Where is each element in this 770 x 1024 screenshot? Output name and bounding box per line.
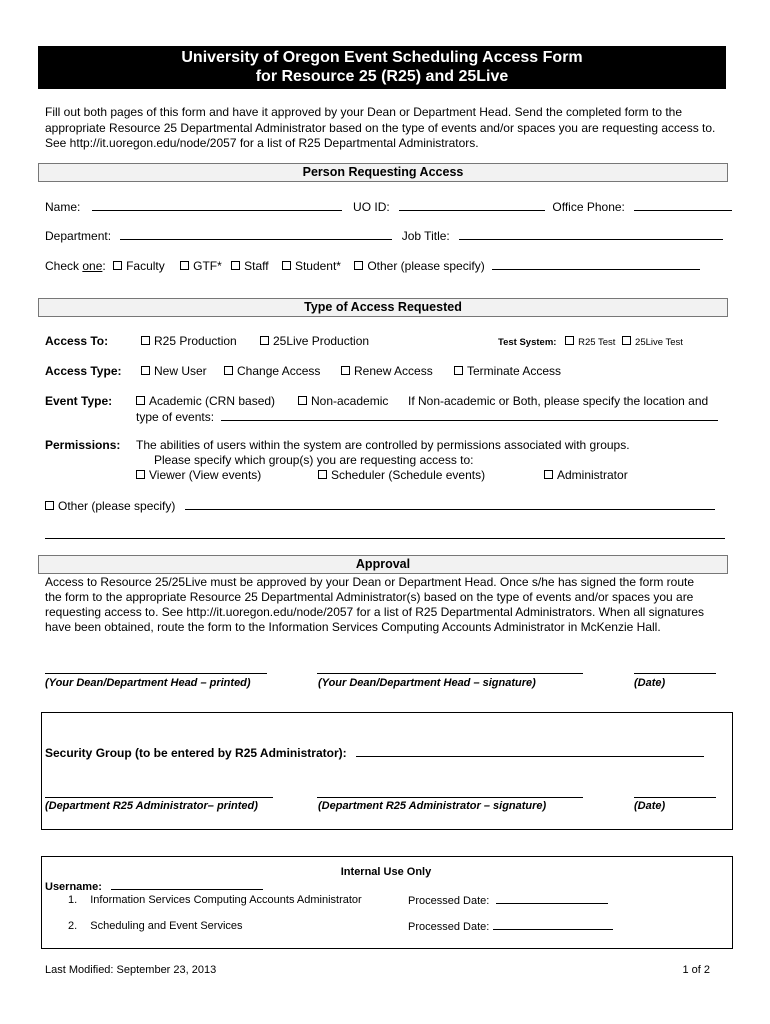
- 25live-production-label: 25Live Production: [273, 334, 370, 348]
- change-access-option[interactable]: [224, 364, 320, 378]
- username-row: [45, 880, 263, 893]
- student-label: Student*: [294, 259, 341, 273]
- terminate-access-checkbox[interactable]: [454, 366, 463, 375]
- check-prefix: Check: [45, 259, 83, 273]
- item-2-label: Scheduling and Event Services: [90, 920, 243, 932]
- admin-printed-caption: (Department R25 Administrator– printed): [45, 800, 258, 812]
- item-1-label: Information Services Computing Accounts Administrator: [90, 894, 362, 906]
- faculty-checkbox[interactable]: [113, 261, 122, 270]
- r25-test-option[interactable]: [565, 337, 615, 348]
- other-access-extra-line[interactable]: [45, 538, 725, 539]
- dean-signature-caption: (Your Dean/Department Head – signature): [318, 677, 536, 689]
- dean-printed-caption: (Your Dean/Department Head – printed): [45, 677, 251, 689]
- section-approval-heading: Approval: [38, 555, 728, 574]
- admin-date-caption: (Date): [634, 800, 666, 812]
- other-access-field[interactable]: [185, 498, 715, 510]
- dean-date-line[interactable]: [634, 673, 716, 674]
- username-label: Username:: [45, 881, 102, 893]
- test-system-label: Test System:: [498, 337, 557, 348]
- section-access-heading: Type of Access Requested: [38, 298, 728, 317]
- administrator-label: Administrator: [557, 468, 628, 482]
- processed-date-1-field[interactable]: [496, 894, 608, 904]
- r25-test-checkbox[interactable]: [565, 336, 574, 345]
- viewer-option[interactable]: [136, 468, 261, 482]
- non-academic-label: Non-academic: [311, 394, 389, 408]
- processed-date-2-field[interactable]: [493, 920, 613, 930]
- event-note: If Non-academic or Both, please specify the location and: [408, 394, 709, 408]
- name-field[interactable]: [92, 199, 342, 211]
- other-person-checkbox[interactable]: [354, 261, 363, 270]
- item-1-number: 1.: [68, 894, 78, 906]
- other-access-row: [45, 498, 715, 513]
- type-of-events-label: type of events:: [136, 410, 215, 424]
- academic-label: Academic (CRN based): [149, 394, 276, 408]
- gtf-label: GTF*: [193, 259, 222, 273]
- processed-date-1-label: Processed Date:: [408, 895, 490, 907]
- gtf-option[interactable]: [180, 259, 222, 273]
- page-number: 1 of 2: [682, 964, 710, 976]
- department-row: [45, 228, 723, 243]
- 25live-production-checkbox[interactable]: [260, 336, 269, 345]
- security-group-label: Security Group (to be entered by R25 Administrator):: [45, 746, 347, 760]
- viewer-checkbox[interactable]: [136, 470, 145, 479]
- terminate-access-label: Terminate Access: [467, 364, 562, 378]
- dean-printed-line[interactable]: [45, 673, 267, 674]
- r25-production-option[interactable]: [141, 334, 237, 348]
- faculty-option[interactable]: [113, 259, 165, 273]
- uoid-label: UO ID:: [353, 200, 390, 214]
- permissions-text-1: The abilities of users within the system are controlled by permissions associated with groups.: [136, 438, 630, 452]
- internal-item-1: [68, 894, 362, 906]
- student-checkbox[interactable]: [282, 261, 291, 270]
- renew-access-option[interactable]: [341, 364, 433, 378]
- dean-date-caption: (Date): [634, 677, 666, 689]
- check-one-word: one: [82, 259, 103, 273]
- other-access-checkbox[interactable]: [45, 501, 54, 510]
- student-option[interactable]: [282, 259, 341, 273]
- check-one-row: [45, 258, 700, 273]
- department-label: Department:: [45, 229, 112, 243]
- intro-text: Fill out both pages of this form and have it approved by your Dean or Department Head. Send the completed form to the appropriate Resource 25 Departmental Administrator based on the type of events and/or spaces you are requesting access to. See http://it.uoregon.edu/node/2057 for a list of R25 Departmental Administrators.: [45, 105, 716, 150]
- uoid-field[interactable]: [399, 199, 545, 211]
- permissions-text-2: Please specify which group(s) you are requesting access to:: [154, 453, 474, 467]
- new-user-option[interactable]: [141, 364, 207, 378]
- security-group-row: [45, 745, 704, 760]
- other-access-option[interactable]: [45, 499, 175, 513]
- new-user-label: New User: [154, 364, 207, 378]
- department-field[interactable]: [120, 228, 392, 240]
- internal-use-heading: Internal Use Only: [340, 866, 432, 878]
- dean-signature-line[interactable]: [317, 673, 583, 674]
- access-to-label: Access To:: [45, 334, 109, 348]
- r25-test-label: R25 Test: [578, 337, 616, 348]
- internal-item-2: [68, 920, 243, 932]
- renew-access-label: Renew Access: [354, 364, 433, 378]
- office-phone-field[interactable]: [634, 199, 732, 211]
- check-colon: :: [102, 259, 106, 273]
- access-type-label: Access Type:: [45, 364, 122, 378]
- academic-option[interactable]: [136, 394, 275, 408]
- 25live-test-checkbox[interactable]: [622, 336, 631, 345]
- name-row: [45, 199, 732, 214]
- staff-checkbox[interactable]: [231, 261, 240, 270]
- administrator-checkbox[interactable]: [544, 470, 553, 479]
- non-academic-option[interactable]: [298, 394, 388, 408]
- approval-text: Access to Resource 25/25Live must be approved by your Dean or Department Head. Once s/he has signed the form route the form to the appropriate Resource 25 Departmental Administrator(s) based on the type of events and/or spaces you are requesting access to. See http://it.uoregon.edu/node/2057 for a list of R25 Departmental Administrators. When all signatures have been obtained, route the form to the Information Services Computing Accounts Administrator in McKenzie Hall.: [45, 575, 705, 634]
- title-line-2: for Resource 25 (R25) and 25Live: [255, 68, 509, 85]
- admin-signature-caption: (Department R25 Administrator – signature): [318, 800, 547, 812]
- admin-printed-line[interactable]: [45, 797, 273, 798]
- security-group-box: [41, 712, 733, 830]
- processed-date-1-row: [408, 894, 608, 907]
- username-field[interactable]: [111, 880, 263, 890]
- security-group-field[interactable]: [356, 745, 704, 757]
- admin-date-line[interactable]: [634, 797, 716, 798]
- job-title-label: Job Title:: [401, 229, 450, 243]
- 25live-test-label: 25Live Test: [635, 337, 683, 348]
- name-label: Name:: [45, 200, 81, 214]
- type-of-events-field[interactable]: [221, 409, 718, 421]
- scheduler-label: Scheduler (Schedule events): [331, 468, 486, 482]
- 25live-test-option[interactable]: [622, 337, 683, 348]
- scheduler-option[interactable]: [318, 468, 485, 482]
- event-type-label: Event Type:: [45, 394, 113, 408]
- type-of-events-row: [136, 409, 718, 424]
- form-title: [38, 46, 726, 89]
- gtf-checkbox[interactable]: [180, 261, 189, 270]
- change-access-label: Change Access: [237, 364, 321, 378]
- title-line-1: University of Oregon Event Scheduling Access Form: [181, 49, 583, 66]
- 25live-production-option[interactable]: [260, 334, 369, 348]
- other-person-option[interactable]: [354, 259, 484, 273]
- change-access-checkbox[interactable]: [224, 366, 233, 375]
- administrator-option[interactable]: [544, 468, 628, 482]
- job-title-field[interactable]: [459, 228, 723, 240]
- processed-date-2-row: [408, 920, 613, 933]
- staff-option[interactable]: [231, 259, 268, 273]
- admin-signature-line[interactable]: [317, 797, 583, 798]
- scheduler-checkbox[interactable]: [318, 470, 327, 479]
- faculty-label: Faculty: [126, 259, 165, 273]
- viewer-label: Viewer (View events): [149, 468, 262, 482]
- other-access-label: Other (please specify): [58, 499, 176, 513]
- renew-access-checkbox[interactable]: [341, 366, 350, 375]
- r25-production-label: R25 Production: [154, 334, 237, 348]
- processed-date-2-label: Processed Date:: [408, 921, 490, 933]
- item-2-number: 2.: [68, 920, 78, 932]
- section-person-heading: Person Requesting Access: [38, 163, 728, 182]
- office-phone-label: Office Phone:: [552, 200, 625, 214]
- test-system-row: [498, 336, 683, 348]
- r25-production-checkbox[interactable]: [141, 336, 150, 345]
- new-user-checkbox[interactable]: [141, 366, 150, 375]
- other-person-field[interactable]: [492, 258, 700, 270]
- permissions-label: Permissions:: [45, 438, 121, 452]
- other-person-label: Other (please specify): [367, 259, 485, 273]
- academic-checkbox[interactable]: [136, 396, 145, 405]
- last-modified: Last Modified: September 23, 2013: [45, 964, 217, 976]
- staff-label: Staff: [244, 259, 269, 273]
- terminate-access-option[interactable]: [454, 364, 561, 378]
- non-academic-checkbox[interactable]: [298, 396, 307, 405]
